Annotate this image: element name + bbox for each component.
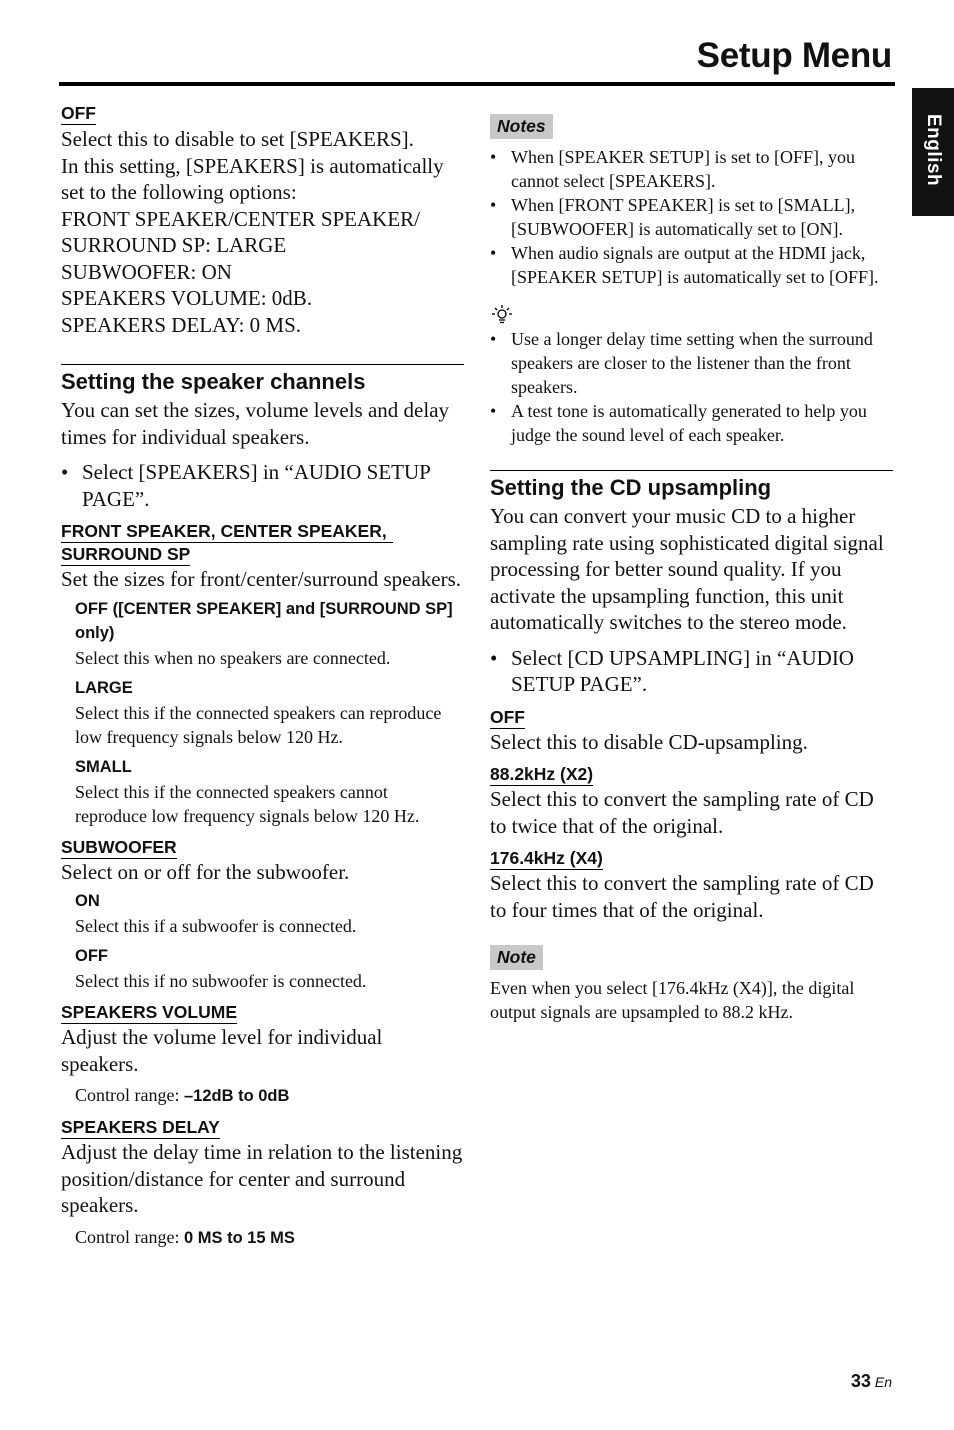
speakers-volume-heading: SPEAKERS VOLUME — [61, 1002, 237, 1022]
notes-label: Notes — [490, 114, 553, 139]
page-title: Setup Menu — [696, 36, 892, 75]
off-heading: OFF — [61, 103, 96, 123]
x4-heading: 176.4kHz (X4) — [490, 848, 603, 868]
note-item: • When audio signals are output at the HDMI jack, [SPEAKER SETUP] is automatically set to [OFF]. — [490, 241, 893, 289]
subwoofer-desc: Select on or off for the subwoofer. — [61, 859, 350, 884]
speakers-volume-desc: Adjust the volume level for individual speakers. — [61, 1025, 383, 1076]
front-heading-line2: SURROUND SP — [61, 544, 191, 564]
lightbulb-icon — [490, 303, 893, 325]
page-lang-suffix: En — [874, 1374, 892, 1390]
off-line: FRONT SPEAKER/CENTER SPEAKER/ — [61, 206, 420, 231]
channels-bullet: • Select [SPEAKERS] in “AUDIO SETUP PAGE”. — [61, 459, 464, 512]
small-desc: Select this if the connected speakers cannot reproduce low frequency signals below 120 Hz. — [75, 781, 420, 826]
delay-control-range — [61, 1225, 464, 1250]
language-tab-label: English — [923, 114, 944, 187]
large-desc: Select this if the connected speakers can reproduce low frequency signals below 120 Hz. — [75, 702, 442, 747]
notes-list — [490, 145, 893, 289]
left-column — [61, 102, 464, 1250]
front-off-label: OFF ([CENTER SPEAKER] and [SURROUND SP] only) — [75, 599, 453, 642]
sub-off-desc: Select this if no subwoofer is connected. — [75, 971, 367, 991]
front-speaker-heading — [61, 520, 464, 566]
off-line: SURROUND SP: LARGE — [61, 233, 287, 257]
off-description — [61, 126, 464, 338]
volume-range-value: –12dB to 0dB — [183, 1087, 290, 1105]
cd-off-desc: Select this to disable CD-upsampling. — [490, 729, 808, 754]
tip-item: • Use a longer delay time setting when the surround speakers are closer to the listener than the front speakers. — [490, 327, 893, 399]
cd-bullet: • Select [CD UPSAMPLING] in “AUDIO SETUP PAGE”. — [490, 645, 893, 698]
sub-off-label: OFF — [75, 947, 108, 965]
section-heading-cd-upsampling: Setting the CD upsampling — [490, 475, 772, 500]
off-line: SPEAKERS DELAY: 0 MS. — [61, 312, 302, 337]
off-line: Select this to disable to set [SPEAKERS]. — [61, 127, 414, 151]
title-rule — [59, 82, 895, 86]
note-label: Note — [490, 945, 543, 970]
front-heading-line1: FRONT SPEAKER, CENTER SPEAKER, — [61, 520, 393, 543]
delay-range-value: 0 MS to 15 MS — [183, 1228, 295, 1247]
cd-off-heading: OFF — [490, 706, 525, 727]
sub-on-desc: Select this if a subwoofer is connected. — [75, 916, 357, 936]
sub-on-label: ON — [75, 892, 100, 910]
delay-range-label: Control range: — [75, 1226, 184, 1247]
volume-control-range — [61, 1083, 464, 1108]
x4-desc: Select this to convert the sampling rate of CD to four times that of the original. — [490, 871, 874, 922]
subwoofer-heading: SUBWOOFER — [61, 836, 177, 857]
speakers-delay-desc: Adjust the delay time in relation to the listening position/distance for center and surround speakers. — [61, 1140, 463, 1217]
tip-item: • A test tone is automatically generated to help you judge the sound level of each speaker. — [490, 399, 893, 447]
note-item: • When [SPEAKER SETUP] is set to [OFF], you cannot select [SPEAKERS]. — [490, 145, 893, 193]
page-number-value: 33 — [850, 1371, 871, 1391]
cd-intro: You can convert your music CD to a higher sampling rate using sophisticated digital signal processing for better sound quality. If you activate the upsampling function, this unit automatically switches to the stereo mode. — [490, 504, 884, 634]
language-tab — [912, 88, 954, 216]
small-label: SMALL — [75, 757, 132, 776]
section-heading-speaker-channels: Setting the speaker channels — [61, 369, 366, 394]
off-line: In this setting, [SPEAKERS] is automatically — [61, 153, 444, 178]
note-text: Even when you select [176.4kHz (X4)], the digital output signals are upsampled to 88.2 kHz. — [490, 978, 855, 1022]
front-description: Set the sizes for front/center/surround speakers. — [61, 567, 462, 591]
off-line: set to the following options: — [61, 180, 297, 204]
large-label: LARGE — [75, 678, 133, 697]
front-off-desc: Select this when no speakers are connected. — [75, 647, 391, 668]
channels-intro: You can set the sizes, volume levels and delay times for individual speakers. — [61, 398, 450, 449]
page-number — [851, 1371, 892, 1392]
right-column — [490, 114, 893, 1024]
speakers-delay-heading: SPEAKERS DELAY — [61, 1117, 220, 1137]
volume-range-label: Control range: — [75, 1085, 184, 1105]
x2-desc: Select this to convert the sampling rate of CD to twice that of the original. — [490, 787, 874, 838]
note-item: • When [FRONT SPEAKER] is set to [SMALL], [SUBWOOFER] is automatically set to [ON]. — [490, 193, 893, 241]
off-line: SPEAKERS VOLUME: 0dB. — [61, 286, 313, 310]
tips-list — [490, 327, 893, 447]
x2-heading: 88.2kHz (X2) — [490, 764, 594, 784]
off-line: SUBWOOFER: ON — [61, 259, 232, 284]
